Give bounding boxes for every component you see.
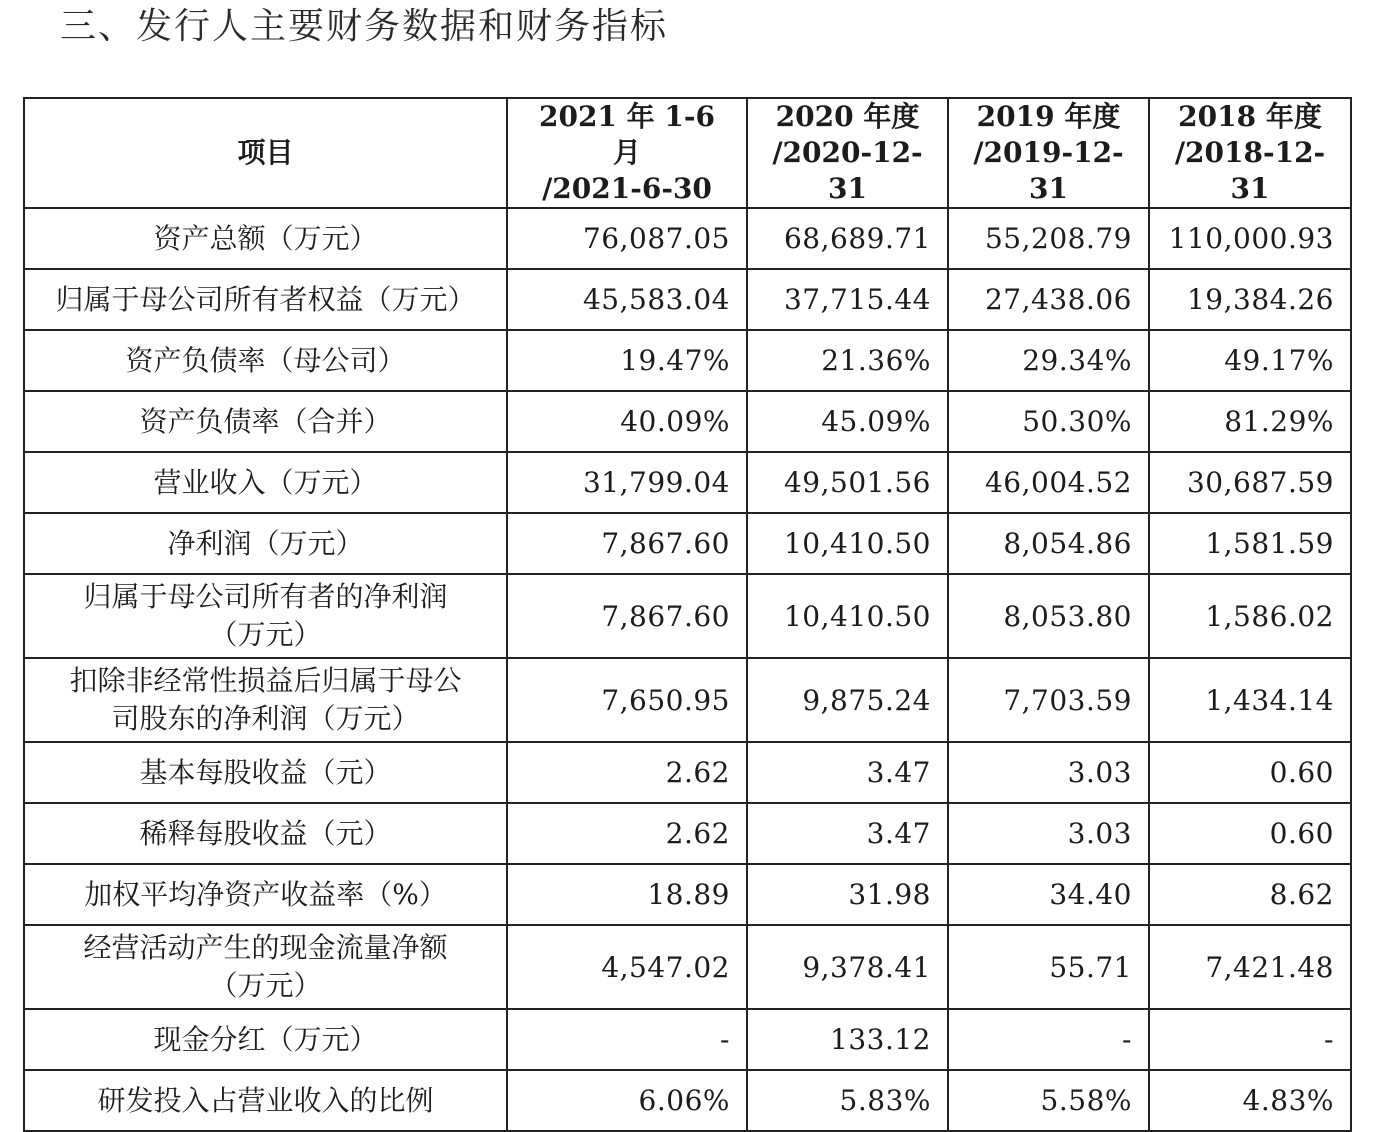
table-row [24,269,1351,330]
value-cell: 0.60 [1149,803,1351,864]
value-cell: 2.62 [507,803,747,864]
row-label [24,269,507,330]
value-cell: 46,004.52 [948,452,1149,513]
header-period-line2: /2019-12-31 [973,136,1124,205]
row-label [24,742,507,803]
row-label [24,803,507,864]
header-item: 项目 [24,98,507,208]
header-period-line1: 2019 年度 [976,100,1121,133]
value-cell: 7,867.60 [507,574,747,658]
header-period-line1: 2021 年 1-6 月 [538,100,715,169]
value-cell: 31.98 [747,864,948,925]
value-cell: 5.83% [747,1070,948,1131]
value-cell: 3.47 [747,803,948,864]
value-cell: 1,434.14 [1149,658,1351,742]
table-row [24,864,1351,925]
value-cell: 3.03 [948,803,1149,864]
value-cell: 8,054.86 [948,513,1149,574]
row-label-line1: 资产负债率（合并） [139,404,392,438]
value-cell: 55.71 [948,925,1149,1009]
row-label [24,513,507,574]
row-label-line1: 归属于母公司所有者的净利润 [83,580,448,613]
row-label-line1: 现金分红（万元） [153,1022,378,1056]
row-label [24,574,507,658]
row-label-line1: 归属于母公司所有者权益（万元） [55,282,476,316]
value-cell: 55,208.79 [948,208,1149,269]
value-cell: 10,410.50 [747,574,948,658]
row-label-line1: 经营活动产生的现金流量净额 [83,931,448,964]
value-cell: 9,875.24 [747,658,948,742]
value-cell: 7,421.48 [1149,925,1351,1009]
value-cell: 37,715.44 [747,269,948,330]
table-row [24,1009,1351,1070]
row-label [24,208,507,269]
value-cell: 7,867.60 [507,513,747,574]
value-cell: 45,583.04 [507,269,747,330]
row-label-line1: 扣除非经常性损益后归属于母公 [69,664,462,697]
table-row [24,925,1351,1009]
header-period-2021h1 [507,98,747,208]
value-cell: 133.12 [747,1009,948,1070]
row-label-line1: 稀释每股收益（元） [139,816,392,850]
header-period-2019 [948,98,1149,208]
row-label [24,1070,507,1131]
row-label [24,864,507,925]
table-row [24,452,1351,513]
header-period-line1: 2018 年度 [1178,100,1322,133]
table-row [24,391,1351,452]
value-cell: 29.34% [948,330,1149,391]
value-cell: 34.40 [948,864,1149,925]
value-cell: 68,689.71 [747,208,948,269]
value-cell: 0.60 [1149,742,1351,803]
value-cell: 6.06% [507,1070,747,1131]
row-label [24,1009,507,1070]
row-label-line2: 司股东的净利润（万元） [111,702,420,735]
value-cell: 7,703.59 [948,658,1149,742]
value-cell: 19,384.26 [1149,269,1351,330]
row-label-line1: 营业收入（万元） [153,465,378,499]
header-period-line2: /2021-6-30 [542,172,712,205]
value-cell: 27,438.06 [948,269,1149,330]
value-cell: 8.62 [1149,864,1351,925]
value-cell: 49.17% [1149,330,1351,391]
value-cell: - [1149,1009,1351,1070]
value-cell: 2.62 [507,742,747,803]
row-label [24,658,507,742]
value-cell: 3.47 [747,742,948,803]
table-row [24,803,1351,864]
value-cell: 18.89 [507,864,747,925]
value-cell: 1,581.59 [1149,513,1351,574]
row-label-line1: 净利润（万元） [167,526,364,560]
table-row [24,330,1351,391]
table-row [24,513,1351,574]
row-label-line1: 资产负债率（母公司） [125,343,406,377]
row-label-line1: 研发投入占营业收入的比例 [97,1083,434,1117]
value-cell: 40.09% [507,391,747,452]
value-cell: 49,501.56 [747,452,948,513]
row-label-line1: 加权平均净资产收益率（%） [84,877,447,911]
row-label [24,391,507,452]
row-label [24,925,507,1009]
value-cell: 45.09% [747,391,948,452]
value-cell: - [507,1009,747,1070]
row-label-line1: 资产总额（万元） [153,221,378,255]
value-cell: 4,547.02 [507,925,747,1009]
header-period-2020 [747,98,948,208]
table-row [24,742,1351,803]
value-cell: 76,087.05 [507,208,747,269]
row-label-line1: 基本每股收益（元） [139,755,392,789]
header-period-line1: 2020 年度 [775,100,920,133]
value-cell: 19.47% [507,330,747,391]
value-cell: 9,378.41 [747,925,948,1009]
table-row [24,574,1351,658]
value-cell: 31,799.04 [507,452,747,513]
value-cell: 10,410.50 [747,513,948,574]
financial-data-table [23,97,1352,1132]
row-label [24,452,507,513]
value-cell: 110,000.93 [1149,208,1351,269]
row-label-line2: （万元） [209,969,322,1002]
section-title: 三、发行人主要财务数据和财务指标 [60,6,669,47]
row-label [24,330,507,391]
header-period-line2: /2020-12-31 [772,136,923,205]
table-body [24,208,1351,1131]
table-row [24,658,1351,742]
table-header-row [24,98,1351,208]
value-cell: - [948,1009,1149,1070]
header-period-line2: /2018-12-31 [1174,136,1326,205]
value-cell: 4.83% [1149,1070,1351,1131]
header-period-2018 [1149,98,1351,208]
value-cell: 30,687.59 [1149,452,1351,513]
value-cell: 3.03 [948,742,1149,803]
value-cell: 8,053.80 [948,574,1149,658]
table-row [24,1070,1351,1131]
value-cell: 1,586.02 [1149,574,1351,658]
value-cell: 81.29% [1149,391,1351,452]
row-label-line2: （万元） [209,618,322,651]
value-cell: 50.30% [948,391,1149,452]
value-cell: 21.36% [747,330,948,391]
value-cell: 7,650.95 [507,658,747,742]
table-row [24,208,1351,269]
value-cell: 5.58% [948,1070,1149,1131]
